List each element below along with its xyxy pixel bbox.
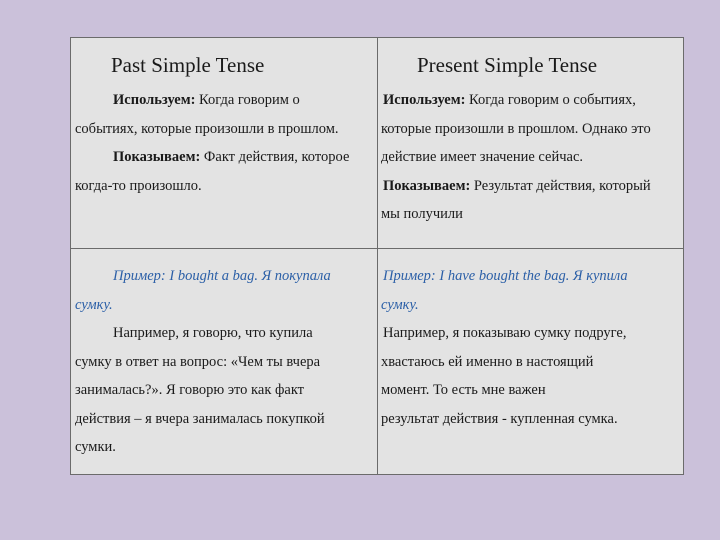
present-simple-header: Present Simple Tense	[417, 53, 598, 77]
column-divider	[377, 38, 378, 474]
present-explain-line: Например, я показываю сумку подруге,	[383, 325, 627, 341]
row-divider	[71, 248, 683, 249]
present-explain-line: хвастаюсь ей именно в настоящий	[381, 353, 594, 370]
past-use-line	[75, 86, 377, 115]
past-use-text: Когда говорим о	[195, 92, 300, 108]
past-explain-line: Например, я говорю, что купила	[113, 325, 313, 341]
past-example-line1: Пример: I bought a bag. Я покупала	[113, 268, 331, 284]
present-use-line	[381, 86, 681, 115]
past-explain-line: занималась?». Я говорю это как факт	[75, 382, 305, 398]
past-explain-line: действия – я вчера занималась покупкой	[75, 410, 325, 427]
past-use-label: Используем:	[113, 92, 196, 108]
past-show-line2: когда-то произошло.	[75, 177, 202, 194]
present-use-line3: действие имеет значение сейчас.	[381, 149, 584, 165]
past-use-line2: событиях, которые произошли в прошлом.	[75, 120, 339, 137]
present-show-line2: мы получили	[381, 206, 463, 222]
present-explain-line: момент. То есть мне важен	[381, 382, 546, 398]
present-example-cell	[381, 262, 681, 433]
present-show-label: Показываем:	[383, 177, 471, 194]
past-simple-header: Past Simple Tense	[111, 53, 265, 77]
past-show-label: Показываем:	[113, 149, 201, 165]
present-usage-cell	[381, 86, 681, 229]
past-usage-cell	[75, 86, 377, 200]
present-use-label: Используем:	[383, 92, 466, 108]
past-example-cell	[75, 262, 377, 462]
past-show-text: Факт действия, которое	[200, 149, 350, 165]
past-example-line2: сумку.	[75, 296, 113, 313]
present-example-line1: Пример: I have bought the bag. Я купила	[383, 268, 628, 284]
present-use-line2: которые произошли в прошлом. Однако это	[381, 120, 651, 137]
present-use-text: Когда говорим о событиях,	[465, 92, 636, 108]
present-example-line2: сумку.	[381, 296, 419, 313]
past-show-line	[75, 143, 377, 172]
present-show-text: Результат действия, который	[470, 177, 651, 194]
present-show-line	[381, 172, 681, 201]
past-explain-line: сумку в ответ на вопрос: «Чем ты вчера	[75, 353, 321, 370]
present-explain-line: результат действия - купленная сумка.	[381, 410, 618, 427]
comparison-table	[70, 37, 684, 475]
past-explain-line: сумки.	[75, 439, 116, 455]
